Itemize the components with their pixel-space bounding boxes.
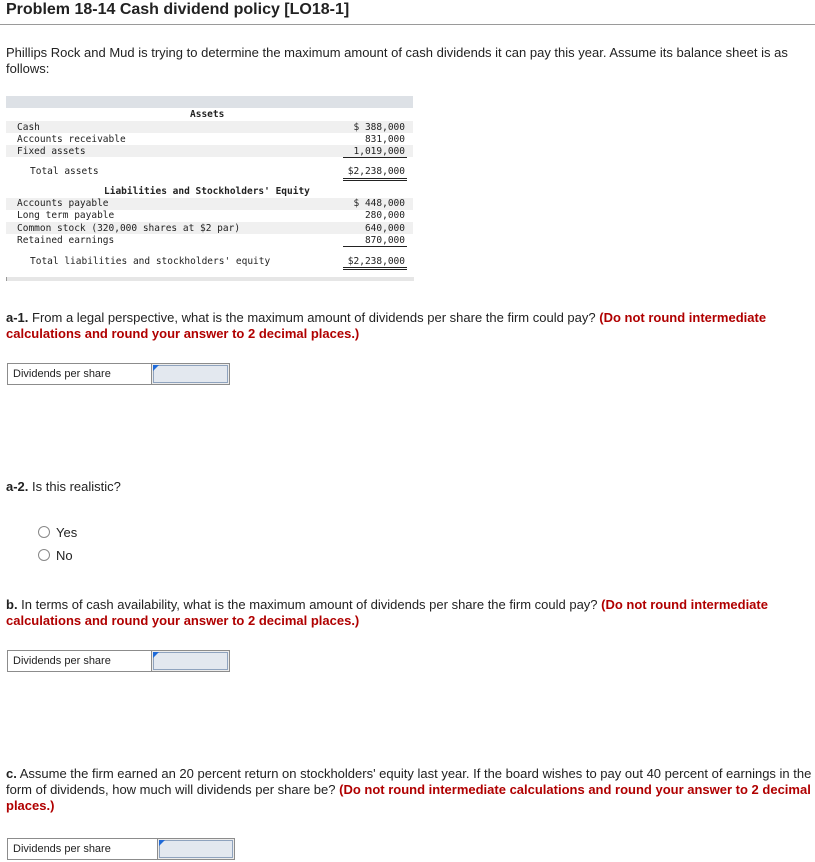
answer-c-input[interactable] xyxy=(159,840,233,858)
answer-row-c xyxy=(7,838,235,860)
answer-a1-flag-icon xyxy=(153,365,159,371)
ltp-value: 280,000 xyxy=(364,210,405,221)
radio-yes-circle-icon[interactable] xyxy=(38,526,50,538)
answer-c-flag-icon xyxy=(159,840,165,846)
page-title: Problem 18-14 Cash dividend policy [LO18-1] xyxy=(6,1,350,18)
question-a1-text: From a legal perspective, what is the maximum amount of dividends per share the firm could pay? xyxy=(28,310,600,325)
question-b xyxy=(6,597,806,629)
question-b-instruction: (Do not round intermediate calculations and round your answer to 2 decimal places.) xyxy=(6,597,768,628)
table-header-band xyxy=(6,96,413,108)
answer-row-a1 xyxy=(7,363,230,385)
total-assets-label: Total assets xyxy=(30,166,99,177)
ltp-label: Long term payable xyxy=(17,210,115,221)
total-le-label: Total liabilities and stockholders' equity xyxy=(30,256,271,267)
ap-value: $ 448,000 xyxy=(353,198,405,209)
answer-b-input[interactable] xyxy=(153,652,228,670)
fixed-assets-label: Fixed assets xyxy=(17,146,86,157)
question-c xyxy=(6,766,812,814)
assets-heading: Assets xyxy=(190,109,225,120)
question-c-instruction: (Do not round intermediate calculations and round your answer to 2 decimal places.) xyxy=(6,782,811,813)
question-a1-label: a-1. xyxy=(6,310,29,325)
common-stock-value: 640,000 xyxy=(364,223,405,234)
intro-text: Phillips Rock and Mud is trying to determine the maximum amount of cash dividends it can pay this year. Assume its balance sheet is as follows: xyxy=(6,45,788,76)
question-c-label: c. xyxy=(6,766,17,781)
radio-no[interactable] xyxy=(38,548,73,563)
radio-yes-label: Yes xyxy=(56,525,78,540)
ar-label: Accounts receivable xyxy=(17,134,126,145)
question-a2 xyxy=(6,479,121,495)
answer-a1-input[interactable] xyxy=(153,365,228,383)
balance-sheet-table xyxy=(6,96,413,278)
question-a2-text: Is this realistic? xyxy=(28,479,121,494)
answer-b-label: Dividends per share xyxy=(8,651,152,671)
liabilities-heading: Liabilities and Stockholders' Equity xyxy=(104,186,310,197)
question-b-text: In terms of cash availability, what is the maximum amount of dividends per share the firm could pay? xyxy=(17,597,602,612)
question-b-label: b. xyxy=(6,597,18,612)
answer-b-flag-icon xyxy=(153,652,159,658)
ap-label: Accounts payable xyxy=(17,198,109,209)
fixed-assets-value: 1,019,000 xyxy=(353,146,405,157)
radio-yes[interactable] xyxy=(38,525,77,540)
question-a1 xyxy=(6,310,806,342)
radio-no-label: No xyxy=(56,548,73,563)
answer-a1-label: Dividends per share xyxy=(8,364,152,384)
radio-no-circle-icon[interactable] xyxy=(38,549,50,561)
total-assets-value: $2,238,000 xyxy=(347,166,405,177)
table-scrollbar[interactable] xyxy=(6,277,414,281)
retained-earnings-label: Retained earnings xyxy=(17,235,115,246)
cash-label: Cash xyxy=(17,122,40,133)
question-a2-label: a-2. xyxy=(6,479,29,494)
total-le-value: $2,238,000 xyxy=(347,256,405,267)
answer-row-b xyxy=(7,650,230,672)
ar-value: 831,000 xyxy=(364,134,405,145)
retained-earnings-value: 870,000 xyxy=(364,235,405,246)
cash-value: $ 388,000 xyxy=(353,122,405,133)
question-a1-instruction: (Do not round intermediate calculations and round your answer to 2 decimal places.) xyxy=(6,310,767,341)
title-divider xyxy=(0,24,815,25)
answer-c-label: Dividends per share xyxy=(8,839,158,859)
question-c-text: Assume the firm earned an 20 percent return on stockholders' equity last year. If the board wishes to pay out 40 percent of earnings in the form of dividends, how much will dividends per share be? xyxy=(6,766,812,797)
common-stock-label: Common stock (320,000 shares at $2 par) xyxy=(17,223,241,234)
